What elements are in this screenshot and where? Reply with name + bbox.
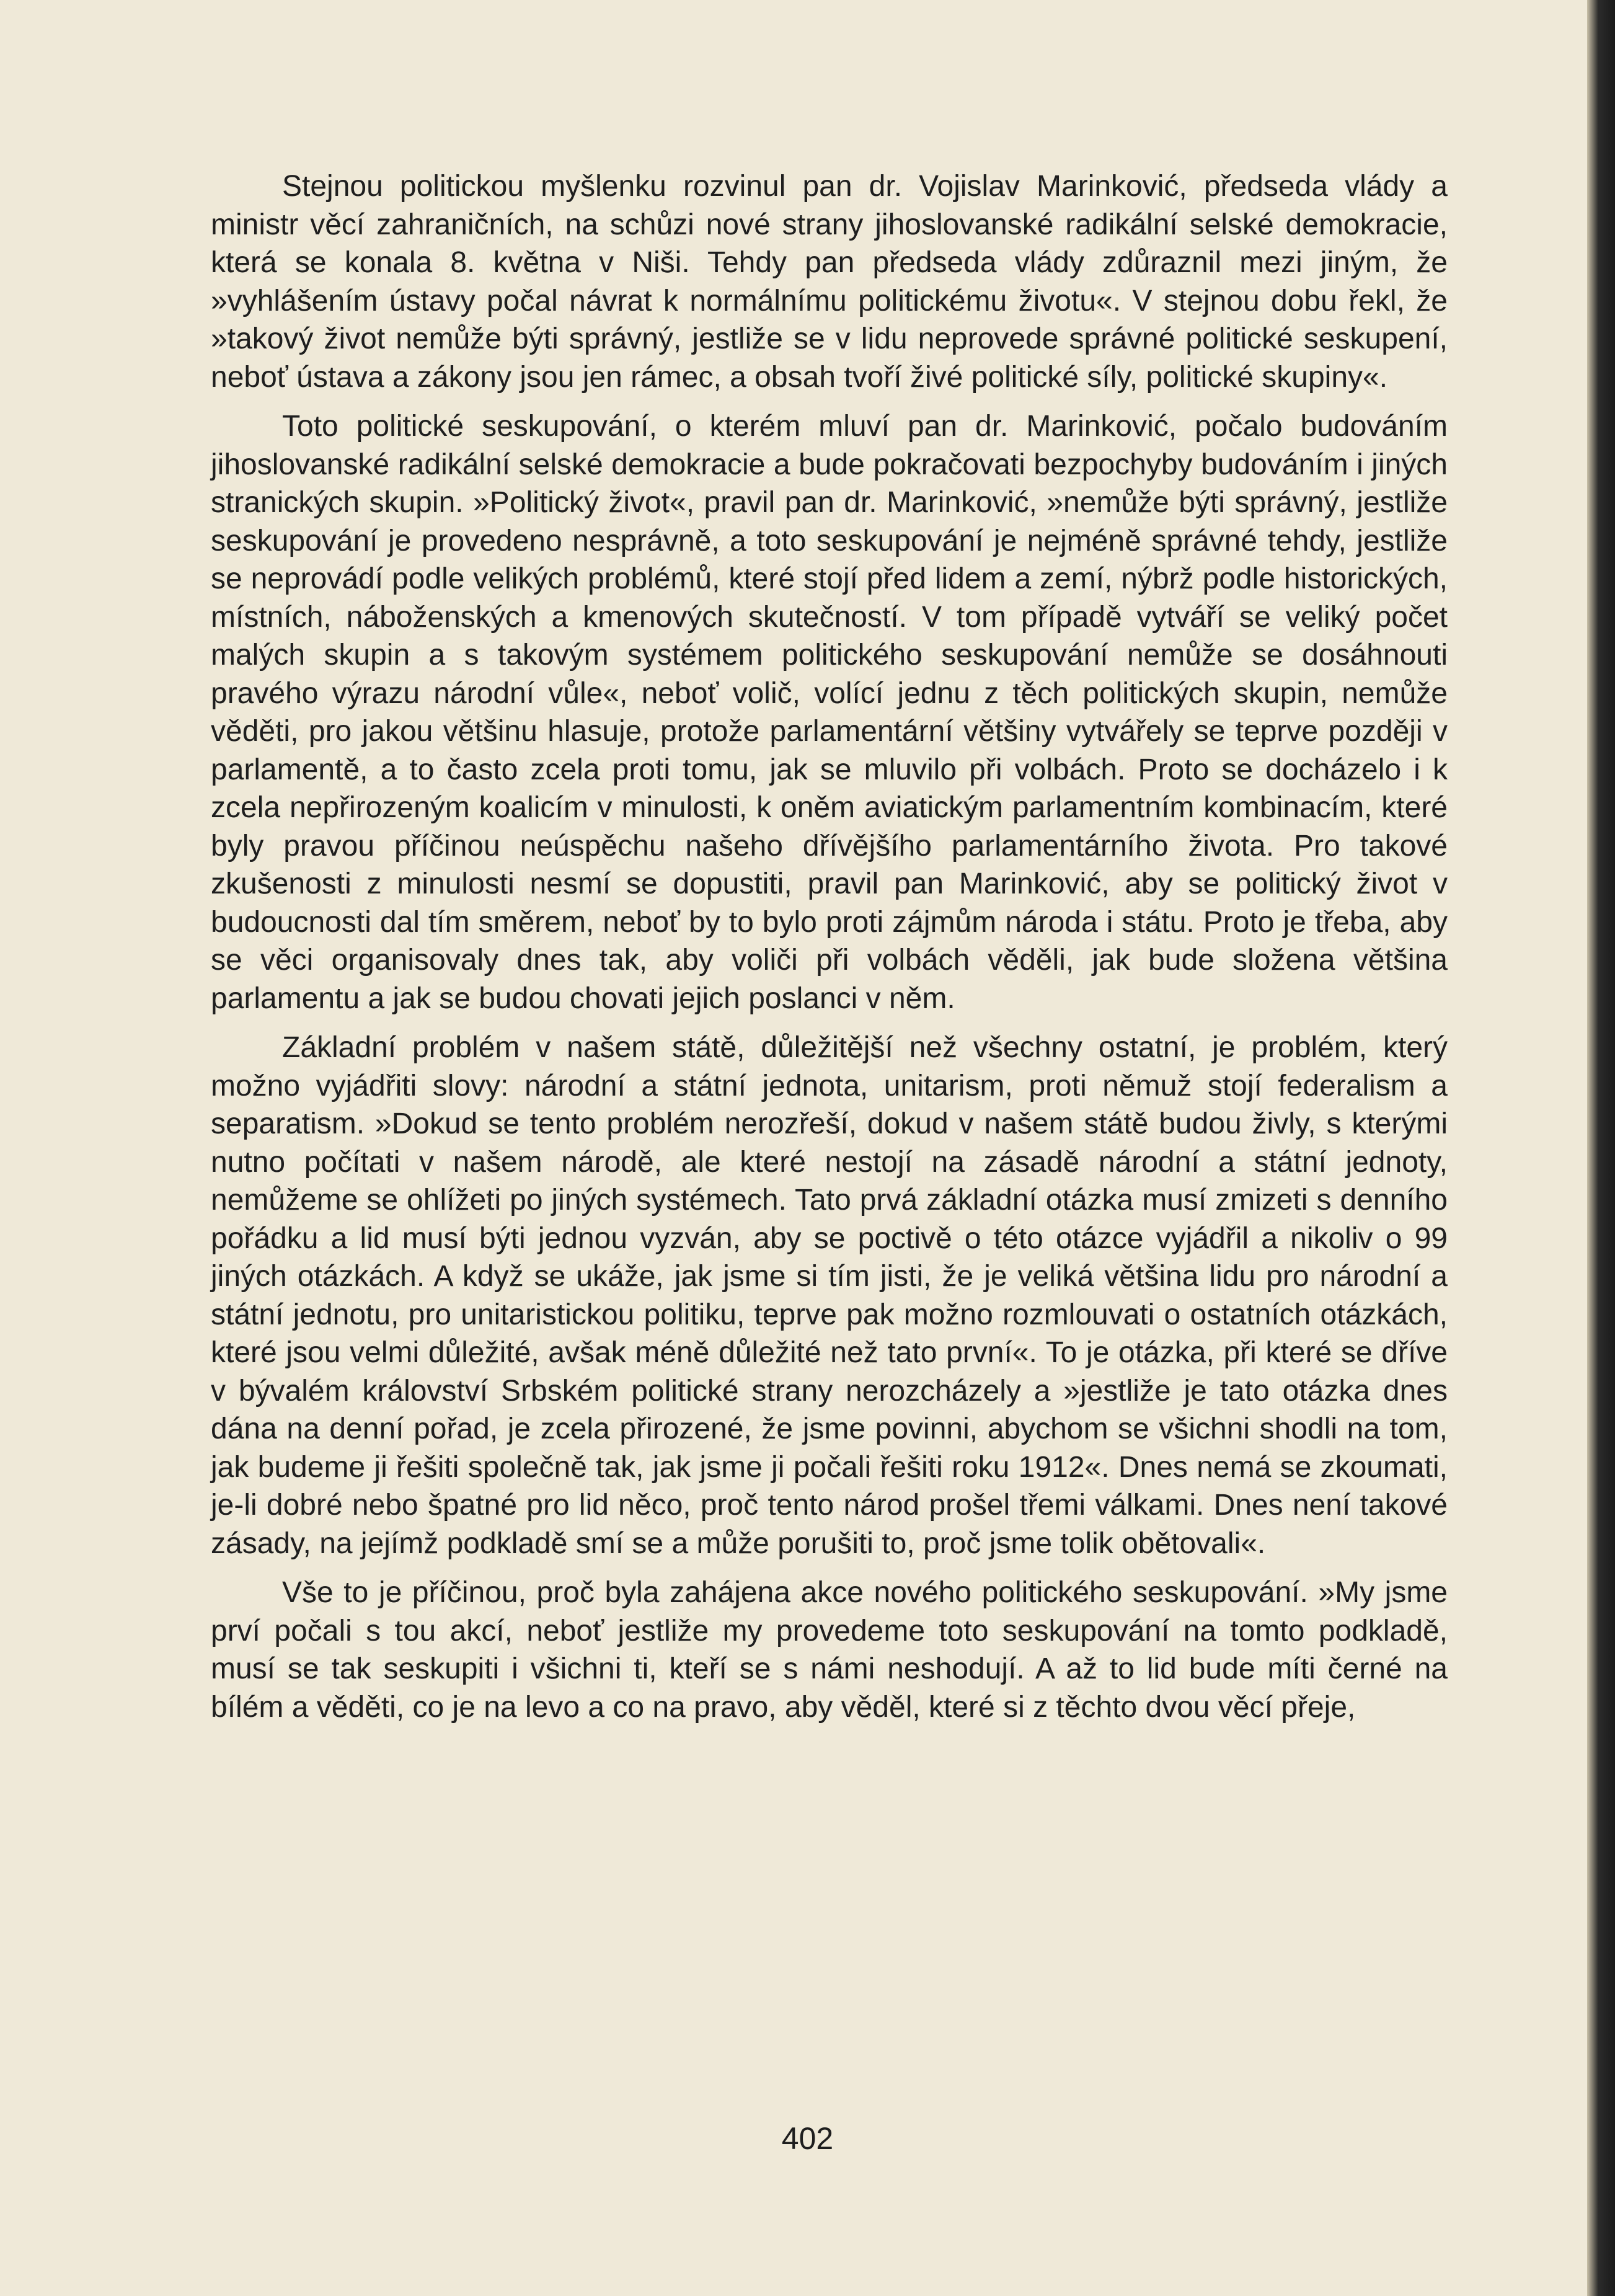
paragraph-4: Vše to je příčinou, proč byla zahájena akce nového politického seskupování. »My jsme prví počali s tou akcí, neboť jestliže my provedeme toto seskupování na tomto podkladě, musí se tak seskupiti i všichni ti, kteří se s námi neshodují. A až to lid bude míti černé na bílém a věděti, co je na levo a co na pravo, aby věděl, které si z těchto dvou věcí přeje,	[211, 1576, 1448, 1724]
paragraph-2: Toto politické seskupování, o kterém mluví pan dr. Marinković, počalo budováním jihoslovanské radikální selské demokracie a bude pokračovati bezpochyby budováním i jiných stranických skupin. »Politický život«, pravil pan dr. Marinković, »nemůže býti správný, jestliže seskupování je provedeno nesprávně, a toto seskupování je nejméně správné tehdy, jestliže se neprovádí podle velikých problémů, které stojí před lidem a zemí, nýbrž podle historických, místních, náboženských a kmenových skutečností. V tom případě vytváří se veliký počet malých skupin a s takovým systémem politického seskupování nemůže se dosáhnouti pravého výrazu národní vůle«, neboť volič, volící jednu z těch politických skupin, nemůže věděti, pro jakou většinu hlasuje, protože parlamentární většiny vytvářely se teprve později v parlamentě, a to často zcela proti tomu, jak se mluvilo při volbách. Proto se docházelo i k zcela nepřirozeným koalicím v minulosti, k oněm aviatickým parlamentním kombinacím, které byly pravou příčinou neúspěchu našeho dřívějšího parlamentárního života. Pro takové zkušenosti z minulosti nesmí se dopustiti, pravil pan Marinković, aby se politický život v budoucnosti dal tím směrem, neboť by to bylo proti zájmům národa i státu. Proto je třeba, aby se věci organisovaly dnes tak, aby voliči při volbách věděli, jak bude složena většina parlamentu a jak se budou chovati jejich poslanci v něm.	[211, 410, 1448, 1015]
page-number: 402	[781, 2121, 834, 2156]
body-text	[211, 167, 1448, 1737]
binding-edge	[1587, 0, 1615, 2296]
paragraph-3: Základní problém v našem státě, důležitější než všechny ostatní, je problém, který možno vyjádřiti slovy: národní a státní jednota, unitarism, proti němuž stojí federalism a separatism. »Dokud se tento problém nerozřeší, dokud v našem státě budou živly, s kterými nutno počítati v našem národě, ale které nestojí na zásadě národní a státní jednoty, nemůžeme se ohlížeti po jiných systémech. Tato prvá základní otázka musí zmizeti s denního pořádku a lid musí býti jednou vyzván, aby se poctivě o této otázce vyjádřil a nikoliv o 99 jiných otázkách. A když se ukáže, jak jsme si tím jisti, že je veliká většina lidu pro národní a státní jednotu, pro unitaristickou politiku, teprve pak možno rozmlouvati o ostatních otázkách, které jsou velmi důležité, avšak méně důležité než tato první«. To je otázka, při které se dříve v bývalém království Srbském politické strany nerozcházely a »jestliže je tato otázka dnes dána na denní pořad, je zcela přirozené, že jsme povinni, abychom se všichni shodli na tom, jak budeme ji řešiti společně tak, jak jsme ji počali řešiti roku 1912«. Dnes nemá se zkoumati, je-li dobré nebo špatné pro lid něco, proč tento národ prošel třemi válkami. Dnes není takové zásady, na jejímž podkladě smí se a může porušiti to, proč jsme tolik obětovali«.	[211, 1031, 1448, 1560]
paragraph-1: Stejnou politickou myšlenku rozvinul pan dr. Vojislav Marinković, předseda vlády a ministr věcí zahraničních, na schůzi nové strany jihoslovanské radikální selské demokracie, která se konala 8. května v Niši. Tehdy pan předseda vlády zdůraznil mezi jiným, že »vyhlášením ústavy počal návrat k normálnímu politickému životu«. V stejnou dobu řekl, že »takový život nemůže býti správný, jestliže se v lidu neprovede správné politické seskupení, neboť ústava a zákony jsou jen rámec, a obsah tvoří živé politické síly, politické skupiny«.	[211, 170, 1448, 394]
